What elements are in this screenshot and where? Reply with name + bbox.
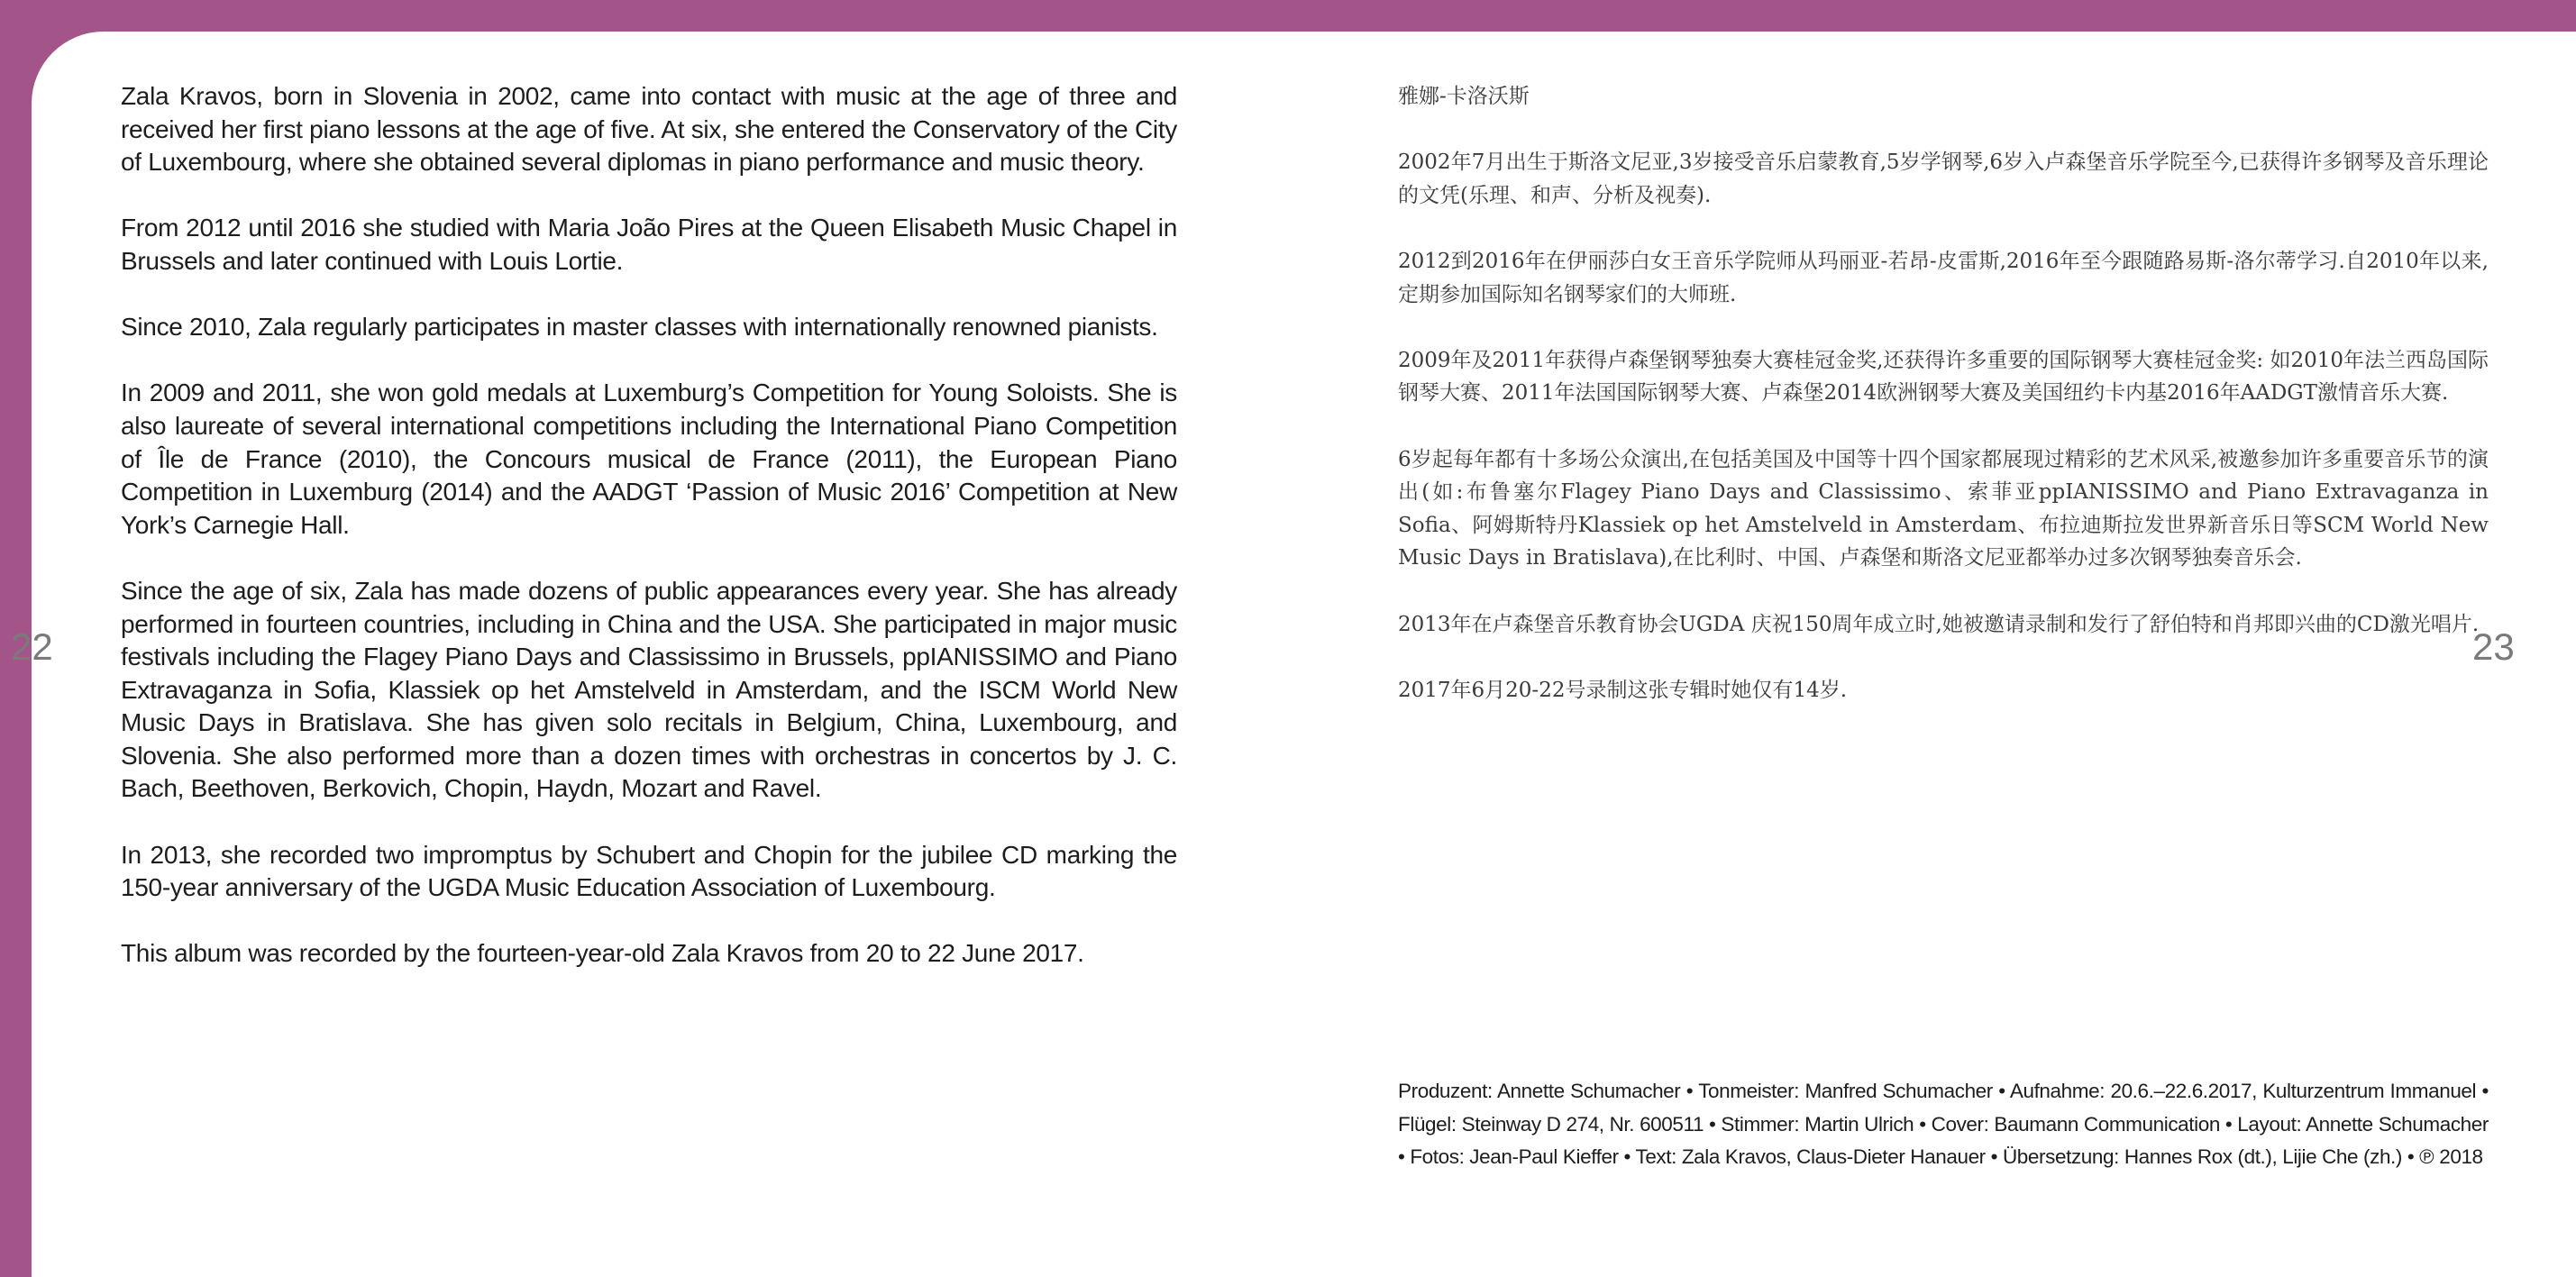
chinese-biography	[1398, 80, 2489, 740]
zh-paragraph-1: 2002年7月出生于斯洛文尼亚,3岁接受音乐启蒙教育,5岁学钢琴,6岁入卢森堡音乐学院至今,已获得许多钢琴及音乐理论的文凭(乐理、和声、分析及视奏).	[1398, 151, 2489, 207]
zh-paragraph-3: 2009年及2011年获得卢森堡钢琴独奏大赛桂冠金奖,还获得许多重要的国际钢琴大赛桂冠金奖: 如2010年法兰西岛国际钢琴大赛、2011年法国国际钢琴大赛、卢森堡2014欧洲钢琴大赛及美国纽约卡内基2016年AADGT激情音乐大赛.	[1398, 348, 2489, 406]
zh-heading: 雅娜-卡洛沃斯	[1398, 85, 1530, 108]
production-credits: Produzent: Annette Schumacher • Tonmeister: Manfred Schumacher • Aufnahme: 20.6.–22.6.2017, Kulturzentrum Immanuel • Flügel: Steinway D 274, Nr. 600511 • Stimmer: Martin Ulrich • Cover: Baumann Communication • Layout: Annette Schumacher • Fotos: Jean-Paul Kieffer • Text: Zala Kravos, Claus-Dieter Hanauer • Übersetzung: Hannes Rox (dt.), Lijie Che (zh.) • ℗ 2018	[1398, 1080, 2489, 1168]
bio-paragraph-7: This album was recorded by the fourteen-year-old Zala Kravos from 20 to 22 June 2017.	[121, 939, 1084, 968]
bio-paragraph-3: Since 2010, Zala regularly participates in master classes with internationally renowned pianists.	[121, 313, 1158, 342]
bio-paragraph-2: From 2012 until 2016 she studied with Maria João Pires at the Queen Elisabeth Music Chapel in Brussels and later continued with Louis Lortie.	[121, 214, 1177, 275]
page-number-right: 23	[2472, 625, 2515, 668]
bio-paragraph-1: Zala Kravos, born in Slovenia in 2002, came into contact with music at the age of three and received her first piano lessons at the age of five. At six, she entered the Conservatory of the City of Luxembourg, where she obtained several diplomas in piano performance and music theory.	[121, 82, 1177, 177]
bio-paragraph-5: Since the age of six, Zala has made dozens of public appearances every year. She has already performed in fourteen countries, including in China and the USA. She participated in major music festivals including the Flagey Piano Days and Classissimo in Brussels, ppIANISSIMO and Piano Extravaganza in Sofia, Klassiek op het Amstelveld in Amsterdam, and the ISCM World New Music Days in Bratislava. She has given solo recitals in Belgium, China, Luxembourg, and Slovenia. She also performed more than a dozen times with orchestras in concertos by J. C. Bach, Beethoven, Berkovich, Chopin, Haydn, Mozart and Ravel.	[121, 576, 1177, 803]
zh-paragraph-4: 6岁起每年都有十多场公众演出,在包括美国及中国等十四个国家都展现过精彩的艺术风采,被邀参加许多重要音乐节的演出(如:布鲁塞尔Flagey Piano Days and Classissimo、索菲亚ppIANISSIMO and Piano Extravaganza in Sofia、阿姆斯特丹Klassiek op het Amstelveld in Amsterdam、布拉迪斯拉发世界新音乐日等SCM World New Music Days in Bratislava),在比利时、中国、卢森堡和斯洛文尼亚都举办过多次钢琴独奏音乐会.	[1398, 447, 2489, 570]
bio-paragraph-6: In 2013, she recorded two impromptus by Schubert and Chopin for the jubilee CD marking the 150-year anniversary of the UGDA Music Education Association of Luxembourg.	[121, 840, 1177, 902]
zh-paragraph-2: 2012到2016年在伊丽莎白女王音乐学院师从玛丽亚-若昂-皮雷斯,2016年至今跟随路易斯-洛尔蒂学习.自2010年以来,定期参加国际知名钢琴家们的大师班.	[1398, 249, 2489, 306]
zh-paragraph-6: 2017年6月20-22号录制这张专辑时她仅有14岁.	[1398, 678, 1848, 702]
zh-paragraph-5: 2013年在卢森堡音乐教育协会UGDA 庆祝150周年成立时,她被邀请录制和发行了舒伯特和肖邦即兴曲的CD激光唱片.	[1398, 612, 2480, 636]
bio-paragraph-4: In 2009 and 2011, she won gold medals at Luxemburg’s Competition for Young Soloists. She is also laureate of several international competitions including the International Piano Competition of Île de France (2010), the Concours musical de France (2011), the European Piano Competition in Luxemburg (2014) and the AADGT ‘Passion of Music 2016’ Competition at New York’s Carnegie Hall.	[121, 379, 1177, 539]
english-biography	[121, 80, 1177, 1004]
page-number-left: 22	[11, 625, 53, 668]
booklet-spread	[32, 32, 2576, 1277]
